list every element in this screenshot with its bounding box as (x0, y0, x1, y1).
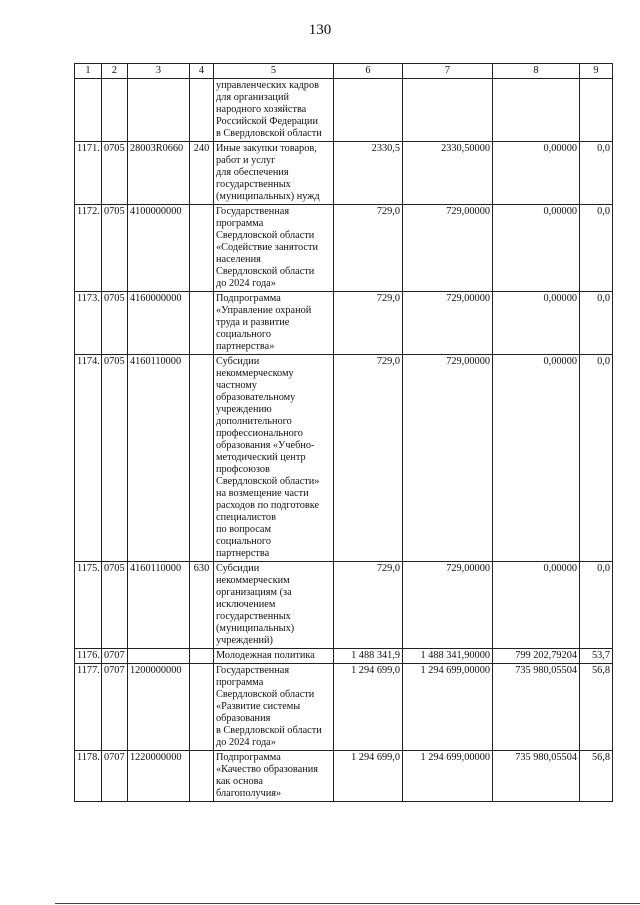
planned-amount: 1 294 699,0 (334, 751, 403, 802)
table-row (75, 664, 613, 751)
approved-amount: 1 488 341,90000 (403, 649, 493, 664)
planned-amount: 729,0 (334, 205, 403, 292)
row-number: 1172. (75, 205, 102, 292)
item-name: Подпрограмма «Управление охраной труда и развитие социального партнерства» (214, 292, 334, 355)
row-number: 1178. (75, 751, 102, 802)
row-number: 1177. (75, 664, 102, 751)
executed-amount: 0,00000 (493, 562, 580, 649)
col-header-9: 9 (580, 64, 613, 79)
table-row (75, 79, 613, 142)
approved-amount: 729,00000 (403, 355, 493, 562)
item-name: Государственная программа Свердловской области «Развитие системы образования в Свердловской области до 2024 года» (214, 664, 334, 751)
expense-kind-code (190, 649, 214, 664)
item-name: Субсидии некоммерческому частному образовательному учреждению дополнительного профессионального образования «Учебно- методический центр профсоюзов Свердловской области» на возмещение части расходов по подготовке специалистов по вопросам социального партнерства (214, 355, 334, 562)
row-number: 1176. (75, 649, 102, 664)
approved-amount: 2330,50000 (403, 142, 493, 205)
row-number: 1174. (75, 355, 102, 562)
executed-amount: 0,00000 (493, 355, 580, 562)
table-row (75, 355, 613, 562)
col-header-5: 5 (214, 64, 334, 79)
item-name: Подпрограмма «Качество образования как основа благополучия» (214, 751, 334, 802)
item-name: управленческих кадров для организаций народного хозяйства Российской Федерации в Свердловской области (214, 79, 334, 142)
col-header-2: 2 (102, 64, 128, 79)
col-header-1: 1 (75, 64, 102, 79)
expense-kind-code (190, 751, 214, 802)
expense-kind-code (190, 205, 214, 292)
execution-percent: 0,0 (580, 292, 613, 355)
section-code: 0707 (102, 664, 128, 751)
section-code: 0705 (102, 562, 128, 649)
item-name: Иные закупки товаров, работ и услуг для обеспечения государственных (муниципальных) нужд (214, 142, 334, 205)
planned-amount (334, 79, 403, 142)
approved-amount (403, 79, 493, 142)
table-row (75, 292, 613, 355)
executed-amount: 735 980,05504 (493, 751, 580, 802)
item-name: Государственная программа Свердловской области «Содействие занятости населения Свердловской области до 2024 года» (214, 205, 334, 292)
col-header-4: 4 (190, 64, 214, 79)
executed-amount: 0,00000 (493, 292, 580, 355)
col-header-7: 7 (403, 64, 493, 79)
approved-amount: 1 294 699,00000 (403, 664, 493, 751)
executed-amount: 735 980,05504 (493, 664, 580, 751)
execution-percent: 0,0 (580, 355, 613, 562)
expense-kind-code: 630 (190, 562, 214, 649)
approved-amount: 729,00000 (403, 562, 493, 649)
expense-kind-code (190, 355, 214, 562)
section-code (102, 79, 128, 142)
execution-percent (580, 79, 613, 142)
item-name: Молодежная политика (214, 649, 334, 664)
target-article-code: 28003R0660 (128, 142, 190, 205)
section-code: 0707 (102, 649, 128, 664)
execution-percent: 0,0 (580, 205, 613, 292)
approved-amount: 729,00000 (403, 292, 493, 355)
target-article-code: 4100000000 (128, 205, 190, 292)
col-header-6: 6 (334, 64, 403, 79)
execution-percent: 56,8 (580, 751, 613, 802)
execution-percent: 0,0 (580, 562, 613, 649)
planned-amount: 729,0 (334, 562, 403, 649)
table-row (75, 142, 613, 205)
target-article-code (128, 79, 190, 142)
planned-amount: 2330,5 (334, 142, 403, 205)
expense-kind-code: 240 (190, 142, 214, 205)
row-number: 1171. (75, 142, 102, 205)
approved-amount: 729,00000 (403, 205, 493, 292)
table-row (75, 751, 613, 802)
col-header-3: 3 (128, 64, 190, 79)
expense-kind-code (190, 79, 214, 142)
planned-amount: 1 294 699,0 (334, 664, 403, 751)
execution-percent: 56,8 (580, 664, 613, 751)
page-number: 130 (308, 22, 332, 38)
row-number: 1175. (75, 562, 102, 649)
col-header-8: 8 (493, 64, 580, 79)
row-number: 1173. (75, 292, 102, 355)
execution-percent: 0,0 (580, 142, 613, 205)
executed-amount: 0,00000 (493, 142, 580, 205)
section-code: 0705 (102, 292, 128, 355)
budget-table (74, 63, 613, 802)
item-name: Субсидии некоммерческим организациям (за исключением государственных (муниципальных) учреждений) (214, 562, 334, 649)
executed-amount: 0,00000 (493, 205, 580, 292)
executed-amount (493, 79, 580, 142)
planned-amount: 1 488 341,9 (334, 649, 403, 664)
table-row (75, 649, 613, 664)
table-row (75, 205, 613, 292)
expense-kind-code (190, 664, 214, 751)
execution-percent: 53,7 (580, 649, 613, 664)
approved-amount: 1 294 699,00000 (403, 751, 493, 802)
table-row (75, 562, 613, 649)
target-article-code: 4160000000 (128, 292, 190, 355)
target-article-code: 4160110000 (128, 355, 190, 562)
target-article-code: 1200000000 (128, 664, 190, 751)
planned-amount: 729,0 (334, 292, 403, 355)
header-row (75, 64, 613, 79)
row-number (75, 79, 102, 142)
executed-amount: 799 202,79204 (493, 649, 580, 664)
section-code: 0707 (102, 751, 128, 802)
expense-kind-code (190, 292, 214, 355)
page-bottom-rule (55, 903, 640, 904)
target-article-code: 4160110000 (128, 562, 190, 649)
section-code: 0705 (102, 205, 128, 292)
section-code: 0705 (102, 355, 128, 562)
target-article-code: 1220000000 (128, 751, 190, 802)
section-code: 0705 (102, 142, 128, 205)
target-article-code (128, 649, 190, 664)
planned-amount: 729,0 (334, 355, 403, 562)
